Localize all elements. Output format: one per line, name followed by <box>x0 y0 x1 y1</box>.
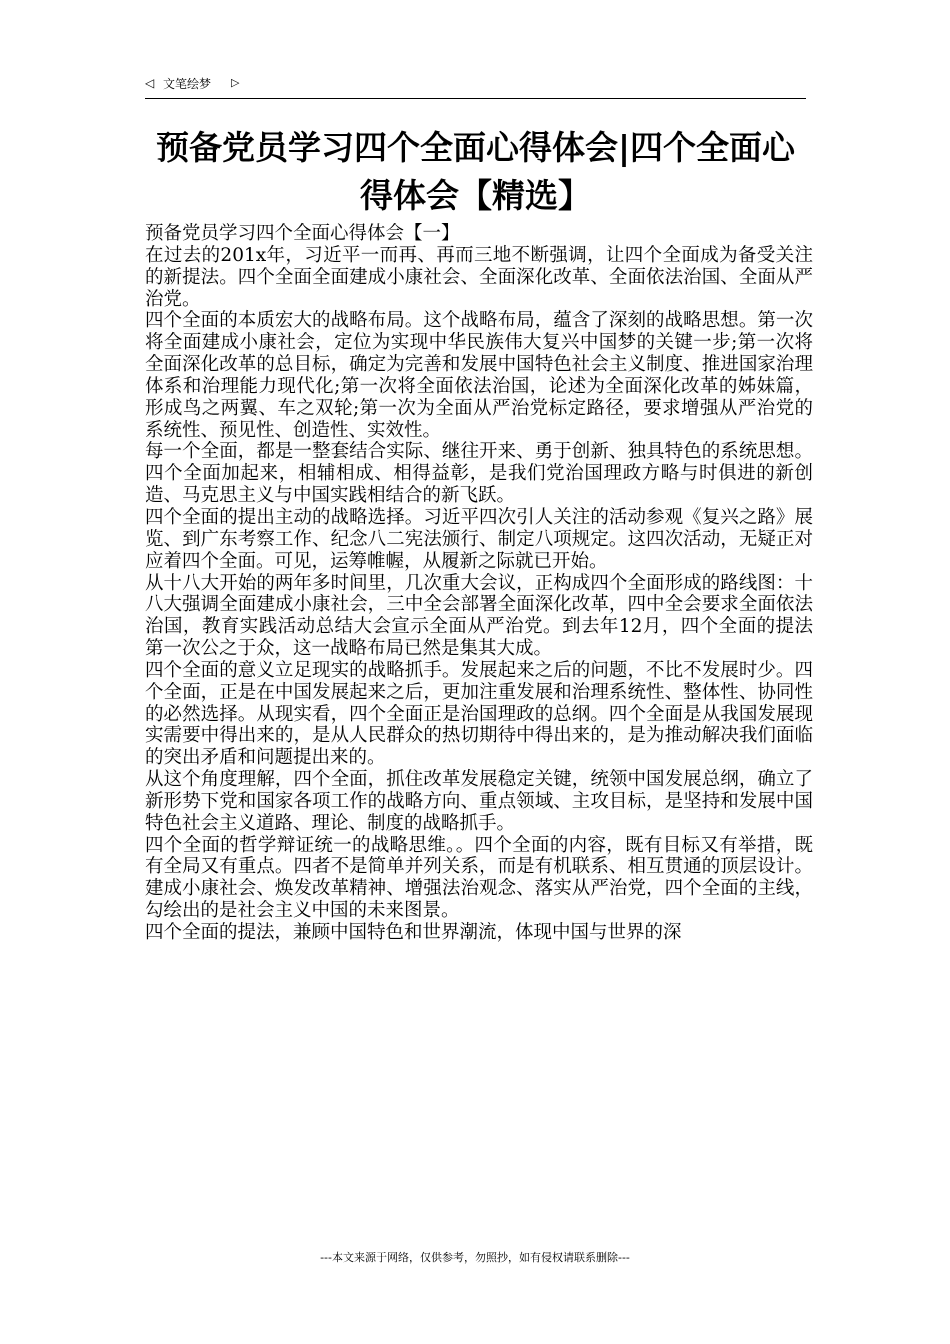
triangle-left-icon: ◁ <box>145 76 155 90</box>
document-title: 预备党员学习四个全面心得体会|四个全面心得体会【精选】 <box>155 128 796 215</box>
paragraph: 四个全面的本质宏大的战略布局。这个战略布局，蕴含了深刻的战略思想。第一次将全面建成小康社会，定位为实现中华民族伟大复兴中国梦的关键一步;第一次将全面深化改革的总目标，确定为完善和发展中国特色社会主义制度、推进国家治理体系和治理能力现代化;第一次将全面依法治国，论述为全面深化改革的姊妹篇，形成鸟之两翼、车之双轮;第一次为全面从严治党标定路径，要求增强从严治党的系统性、预见性、创造性、实效性。 <box>145 310 813 441</box>
paragraph: 四个全面的哲学辩证统一的战略思维。。四个全面的内容，既有目标又有举措，既有全局又有重点。四者不是简单并列关系，而是有机联系、相互贯通的顶层设计。建成小康社会、焕发改革精神、增强法治观念、落实从严治党，四个全面的主线，勾绘出的是社会主义中国的未来图景。 <box>145 834 813 922</box>
paragraph: 四个全面的意义立足现实的战略抓手。发展起来之后的问题，不比不发展时少。四个全面，正是在中国发展起来之后，更加注重发展和治理系统性、整体性、协同性的必然选择。从现实看，四个全面正是治国理政的总纲。四个全面是从我国发展现实需要中得出来的，是从人民群众的热切期待中得出来的，是为推动解决我们面临的突出矛盾和问题提出来的。 <box>145 659 813 769</box>
header-brand-text: 文笔绘梦 <box>163 77 212 91</box>
paragraph: 四个全面的提出主动的战略选择。习近平四次引人关注的活动参观《复兴之路》展览、到广东考察工作、纪念八二宪法颁行、制定八项规定。这四次活动，无疑正对应着四个全面。可见，运筹帷幄，从履新之际就已开始。 <box>145 506 813 572</box>
page-footer-disclaimer: ---本文来源于网络，仅供参考，勿照抄，如有侵权请联系删除--- <box>320 1251 630 1264</box>
triangle-right-icon: ▷ <box>231 76 240 89</box>
paragraph: 四个全面的提法，兼顾中国特色和世界潮流，体现中国与世界的深 <box>145 922 682 943</box>
paragraph: 在过去的201x年，习近平一而再、再而三地不断强调，让四个全面成为备受关注的新提法。四个全面全面建成小康社会、全面深化改革、全面依法治国、全面从严治党。 <box>145 244 813 310</box>
paragraph: 每一个全面，都是一整套结合实际、继往开来、勇于创新、独具特色的系统思想。四个全面加起来，相辅相成、相得益彰，是我们党治国理政方略与时俱进的新创造、马克思主义与中国实践相结合的新飞跃。 <box>145 441 813 507</box>
subheading: 预备党员学习四个全面心得体会【一】 <box>145 223 460 244</box>
paragraph: 从这个角度理解，四个全面，抓住改革发展稳定关键，统领中国发展总纲，确立了新形势下党和国家各项工作的战略方向、重点领域、主攻目标，是坚持和发展中国特色社会主义道路、理论、制度的战略抓手。 <box>145 769 813 834</box>
paragraph: 从十八大开始的两年多时间里，几次重大会议，正构成四个全面形成的路线图：十八大强调全面建成小康社会，三中全会部署全面深化改革，四中全会要求全面依法治国，教育实践活动总结大会宣示全面从严治党。到去年12月，四个全面的提法第一次公之于众，这一战略布局已然是集其大成。 <box>145 572 813 660</box>
document-body <box>145 223 813 944</box>
page-header <box>145 70 806 99</box>
